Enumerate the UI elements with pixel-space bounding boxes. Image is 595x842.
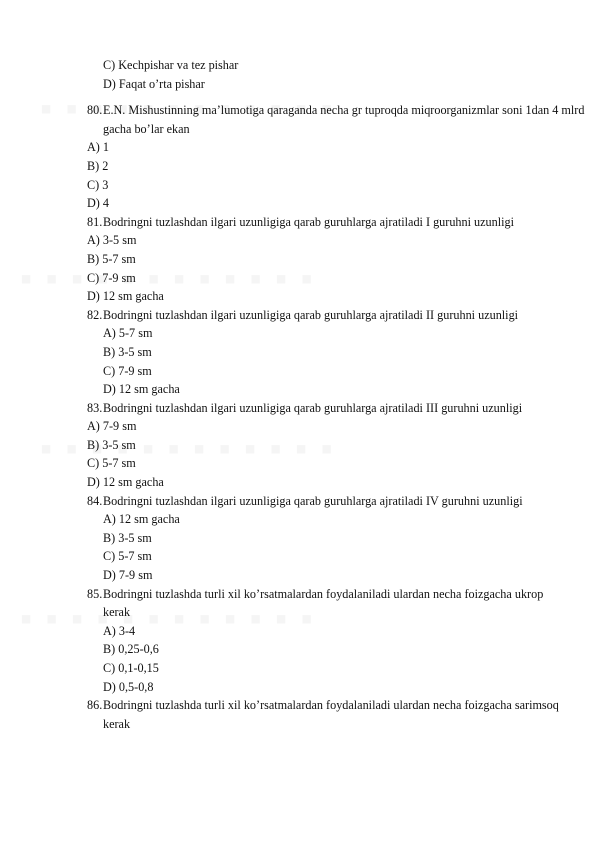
option-c: C) 5-7 sm <box>87 456 136 471</box>
option-b: B) 2 <box>87 158 109 173</box>
option-a: A) 7-9 sm <box>87 419 137 434</box>
question-number: 86. <box>87 698 103 713</box>
question-81 <box>87 213 592 232</box>
option-a: A) 5-7 sm <box>103 326 153 341</box>
option-c: C) 7-9 sm <box>103 363 152 378</box>
question-number: 81. <box>87 214 103 229</box>
option-b: B) 3-5 sm <box>87 437 136 452</box>
question-number: 84. <box>87 493 103 508</box>
question-80 <box>87 101 592 138</box>
question-text: Bodringni tuzlashdan ilgari uzunligiga qarab guruhlarga ajratiladi IV guruhni uzunligi <box>103 493 523 508</box>
option-d: D) 12 sm gacha <box>87 289 164 304</box>
question-text: Bodringni tuzlashdan ilgari uzunligiga qarab guruhlarga ajratiladi II guruhni uzunligi <box>103 307 519 322</box>
option-d: D) 12 sm gacha <box>87 475 164 490</box>
question-text: Bodringni tuzlashdan ilgari uzunligiga qarab guruhlarga ajratiladi I guruhni uzunligi <box>103 214 514 229</box>
option-c: C) 3 <box>87 177 109 192</box>
option-a: A) 3-4 <box>103 623 136 638</box>
option-d: D) Faqat o’rta pishar <box>103 76 205 91</box>
question-number: 82. <box>87 307 103 322</box>
question-83 <box>87 399 592 418</box>
document-body <box>87 56 592 733</box>
question-number: 83. <box>87 400 103 415</box>
option-d: D) 4 <box>87 196 110 211</box>
question-84 <box>87 492 592 511</box>
question-number: 80. <box>87 103 103 118</box>
question-86 <box>87 696 592 733</box>
option-c: C) 7-9 sm <box>87 270 136 285</box>
question-number: 85. <box>87 586 103 601</box>
question-82 <box>87 306 592 325</box>
option-d: D) 7-9 sm <box>103 568 153 583</box>
option-a: A) 1 <box>87 140 110 155</box>
question-text: Bodringni tuzlashdan ilgari uzunligiga qarab guruhlarga ajratiladi III guruhni uzunligi <box>103 400 523 415</box>
question-text: Bodringni tuzlashda turli xil ko’rsatmalardan foydalaniladi ulardan necha foizgacha sarimsoq kerak <box>103 698 559 731</box>
option-b: B) 3-5 sm <box>103 530 152 545</box>
option-a: A) 12 sm gacha <box>103 512 180 527</box>
question-85 <box>87 585 592 622</box>
question-text: E.N. Mishustinning ma’lumotiga qaraganda necha gr tuproqda miqroorganizmlar soni 1dan 4 mlrd gacha bo’lar ekan <box>103 103 585 136</box>
option-c: C) 0,1-0,15 <box>103 661 159 675</box>
question-text: Bodringni tuzlashda turli xil ko’rsatmalardan foydalaniladi ulardan necha foizgacha ukrop kerak <box>103 586 544 620</box>
option-d: D) 0,5-0,8 <box>103 679 154 694</box>
option-d: D) 12 sm gacha <box>103 382 180 397</box>
option-b: B) 3-5 sm <box>103 344 152 359</box>
option-b: B) 5-7 sm <box>87 251 136 266</box>
option-c: C) 5-7 sm <box>103 549 152 564</box>
option-c: C) Kechpishar va tez pishar <box>103 58 239 72</box>
option-a: A) 3-5 sm <box>87 233 137 248</box>
option-b: B) 0,25-0,6 <box>103 642 159 657</box>
